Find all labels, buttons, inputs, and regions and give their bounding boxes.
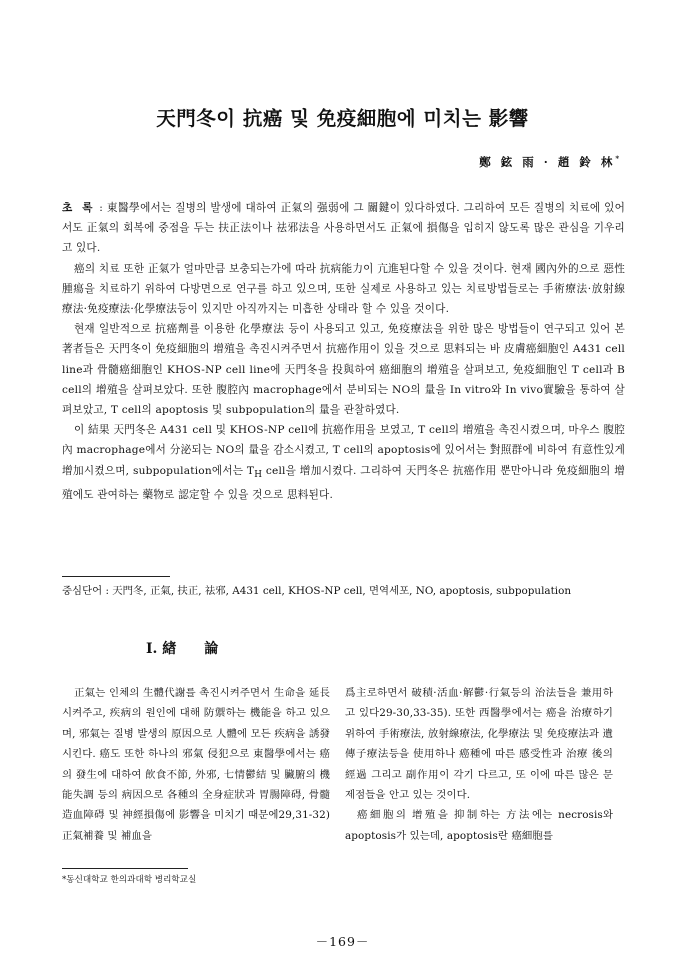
paper-title: 天門冬이 抗癌 및 免疫細胞에 미치는 影響 [156, 107, 529, 130]
abstract-label: 초 록 [62, 202, 96, 214]
abstract-paragraph [62, 198, 625, 259]
body-paragraph: 正氣는 인체의 生體代謝를 촉진시켜주면서 生命을 延長시켜주고, 疾病의 원인에 대해 防禦하는 機能을 하고 있으며, 邪氣는 질병 발생의 原因으로 人體에 모든 疾病을 誘發시킨다. 癌도 또한 하나의 邪氣 侵犯으로 東醫學에서는 癌의 發生에 대하여 飮食不節, 外邪, 七情鬱結 및 臟腑의 機能失調 등의 病因으로 各種의 全身症狀과 胃腸障碍, 骨髓造血障碍 및 神經損傷에 影響을 미치기 때문에29,31-32) 正氣補養 및 補血을 [62, 687, 330, 842]
keywords [62, 581, 632, 601]
abstract-separator: : [95, 202, 107, 214]
page-number: －169－ [315, 934, 370, 949]
keywords-label: 중심단어 [62, 585, 103, 597]
keywords-divider [62, 576, 170, 577]
author-affiliation-mark: * [615, 154, 619, 164]
abstract-paragraph: 癌의 치료 또한 正氣가 얼마만큼 보충되는가에 따라 抗病能力이 亢進된다할 수 있을 것이다. 현재 國內外的으로 惡性腫瘍을 치료하기 위하여 다방면으로 연구를 하고 있으며, 또한 실제로 사용하고 있는 치료방법들로는 手術療法·放射線療法·免疫療法·化學療法등이 있지만 아직까지는 미흡한 상태라 할 수 있을 것이다. [62, 262, 625, 316]
author-names: 鄭 鉉 雨 · 趙 鈴 林 [479, 155, 616, 169]
body-column-right [345, 683, 613, 846]
abstract-paragraph: 이 結果 天門冬은 A431 cell 및 KHOS-NP cell에 抗癌作用을 보였고, T cell의 增殖을 촉진시켰으며, 마우스 腹腔內 macrophage에서 分泌되는 NO의 量을 감소시켰고, T cell의 apoptosis에 있어서는 對照群에 비하여 有意性있게 增加시켰으며, subpopulation에서는 $T_H$ cell을 增加시켰다. 그리하여 天門冬은 抗癌作用 뿐만아니라 免疫細胞의 增殖에도 관여하는 藥物로 認定할 수 있을 것으로 思料된다. [62, 424, 626, 501]
affiliation-footnote: *동신대학교 한의과대학 병리학교실 [62, 875, 197, 885]
abstract-paragraph-text: 東醫學에서는 질병의 발생에 대하여 正氣의 强弱에 그 關鍵이 있다하였다. 그리하여 모든 질병의 치료에 있어서도 正氣의 회복에 중점을 두는 扶正法이나 祛邪法을 사용하면서도 正氣에 損傷을 입히지 않도록 많은 관심을 기우리고 있다. [62, 202, 626, 255]
keywords-separator: : [102, 585, 113, 597]
abstract-paragraph: 현재 일반적으로 抗癌劑를 이용한 化學療法 등이 사용되고 있고, 免疫療法을 위한 많은 방법들이 연구되고 있어 본 著者들은 天門冬이 免疫細胞의 增殖을 촉진시켜주면서 抗癌作用이 있을 것으로 思料되는 바 皮膚癌細胞인 A431 cell line과 骨髓癌細胞인 KHOS-NP cell line에 天門冬을 投與하여 癌細胞의 增殖을 살펴보고, 免疫細胞인 T cell과 B cell의 增殖을 살펴보았다. 또한 腹腔內 macrophage에서 분비되는 NO의 量을 In vitro와 In vivo實驗을 통하여 살펴보았고, T cell의 apoptosis 및 subpopulation의 量을 관찰하였다. [62, 323, 625, 417]
body-paragraph: 爲主로하면서 破積·活血·解鬱·行氣등의 治法들을 兼用하고 있다29-30,33-35). 또한 西醫學에서는 癌을 治療하기 위하여 手術療法, 放射線療法, 化學療法 및 免疫療法과 遺傳子療法등을 使用하나 癌種에 따른 感受性과 治療 後의 經過 그리고 副作用이 각기 다르고, 또 이에 따른 많은 문제점들을 안고 있는 것이다. [345, 687, 613, 802]
section-heading-introduction: Ⅰ. 緖 論 [146, 641, 219, 657]
body-column-left [62, 683, 330, 846]
author-line [479, 154, 619, 170]
footnote-divider [62, 868, 188, 869]
abstract [62, 198, 625, 505]
body-paragraph: 癌細胞의 增殖을 抑制하는 方法에는 necrosis와 apoptosis가 있는데, apoptosis란 癌細胞를 [345, 809, 613, 842]
keywords-text: 天門冬, 正氣, 扶正, 祛邪, A431 cell, KHOS-NP cell, 면역세포, NO, apoptosis, subpopulation [112, 585, 572, 597]
